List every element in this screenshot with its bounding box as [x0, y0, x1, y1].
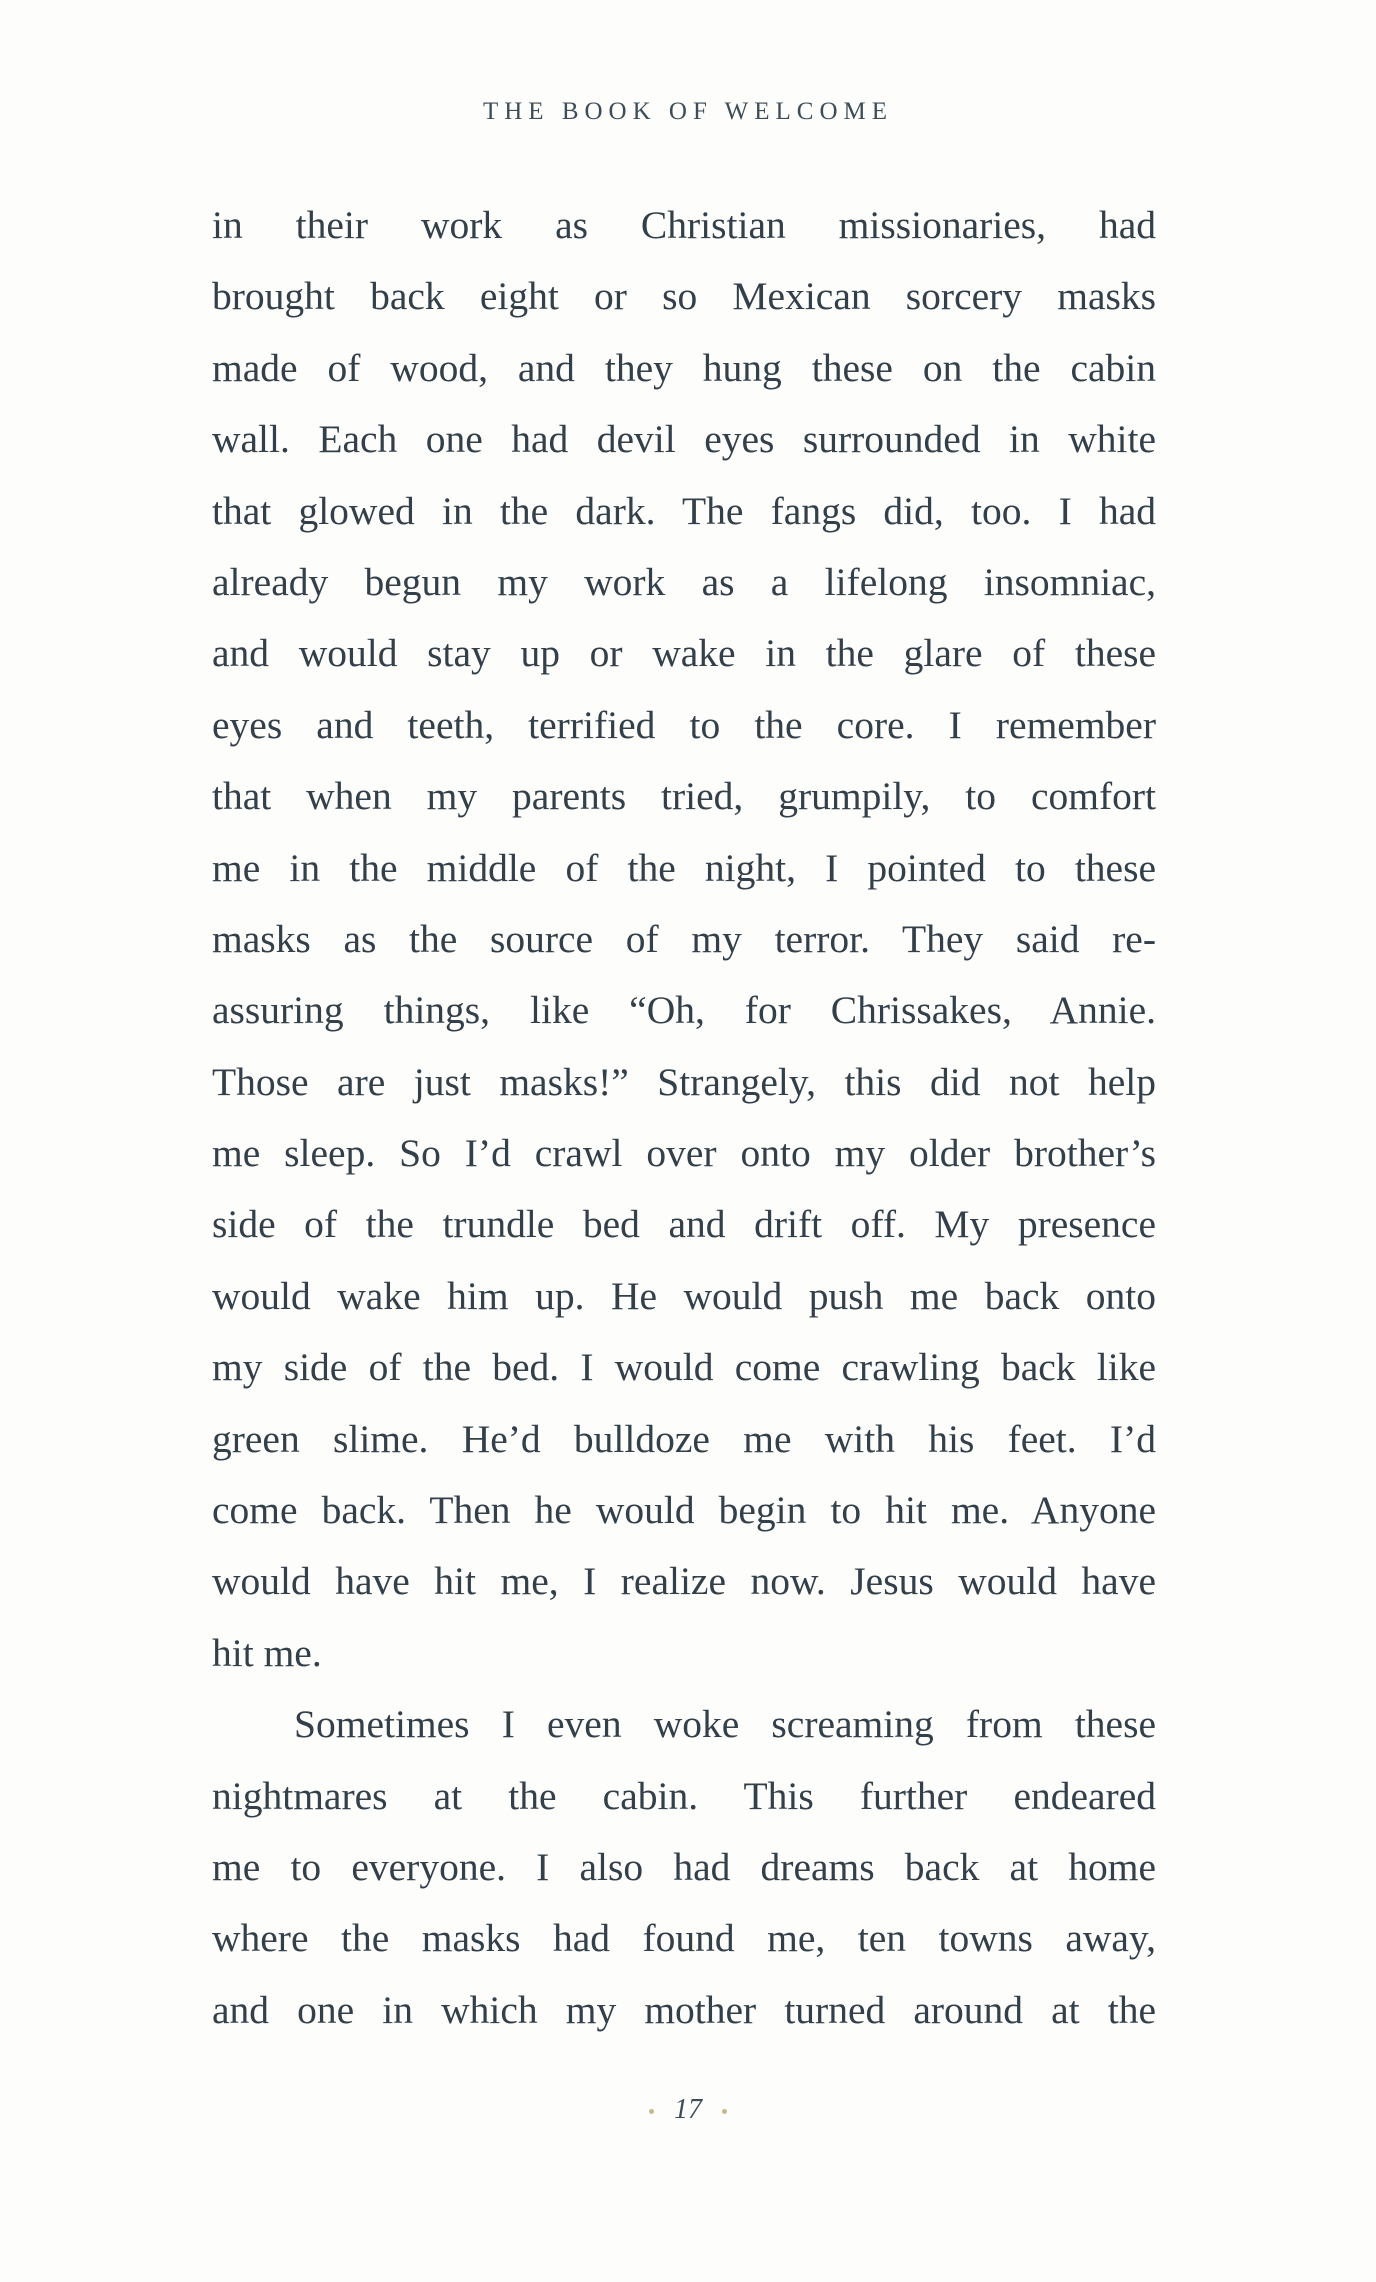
text-line: hit me. [212, 1630, 322, 1675]
text-line: me to everyone. I also had dreams back at home [212, 1844, 1156, 1889]
text-line: where the masks had found me, ten towns away, [212, 1916, 1156, 1961]
text-line: side of the trundle bed and drift off. My presence [212, 1202, 1156, 1247]
page-number [0, 2094, 1376, 2126]
text-line: come back. Then he would begin to hit me. Anyone [212, 1488, 1156, 1533]
text-line: that when my parents tried, grumpily, to comfort [212, 774, 1156, 819]
text-line: nightmares at the cabin. This further endeared [212, 1773, 1156, 1818]
text-line: me in the middle of the night, I pointed to these [212, 845, 1156, 890]
text-line: in their work as Christian missionaries, had [212, 203, 1156, 247]
text-line: Those are just masks!” Strangely, this did not help [212, 1059, 1156, 1104]
text-line: eyes and teeth, terrified to the core. I remember [212, 702, 1156, 747]
text-line: would wake him up. He would push me back onto [212, 1273, 1156, 1318]
body-text [212, 190, 1156, 2046]
text-line: made of wood, and they hung these on the cabin [212, 345, 1156, 390]
text-line: already begun my work as a lifelong insomniac, [212, 559, 1156, 604]
text-line: wall. Each one had devil eyes surrounded in white [212, 417, 1156, 462]
text-line: green slime. He’d bulldoze me with his feet. I’d [212, 1416, 1156, 1461]
text-line: would have hit me, I realize now. Jesus would have [212, 1559, 1156, 1604]
text-line: brought back eight or so Mexican sorcery masks [212, 274, 1156, 319]
folio-dot-icon [722, 2109, 727, 2114]
text-line: Sometimes I even woke screaming from these [294, 1702, 1156, 1747]
running-head: THE BOOK OF WELCOME [482, 98, 894, 125]
text-line: me sleep. So I’d crawl over onto my older brother’s [212, 1131, 1156, 1176]
text-line: masks as the source of my terror. They said re- [212, 916, 1156, 961]
text-line: my side of the bed. I would come crawling back like [212, 1345, 1156, 1390]
text-line: and one in which my mother turned around at the [212, 1987, 1156, 2032]
text-line: and would stay up or wake in the glare of these [212, 631, 1156, 676]
text-line: assuring things, like “Oh, for Chrissakes, Annie. [212, 988, 1156, 1033]
folio-dot-icon [649, 2109, 654, 2114]
page-number-text: 17 [674, 2094, 702, 2125]
text-line: that glowed in the dark. The fangs did, too. I had [212, 488, 1156, 533]
